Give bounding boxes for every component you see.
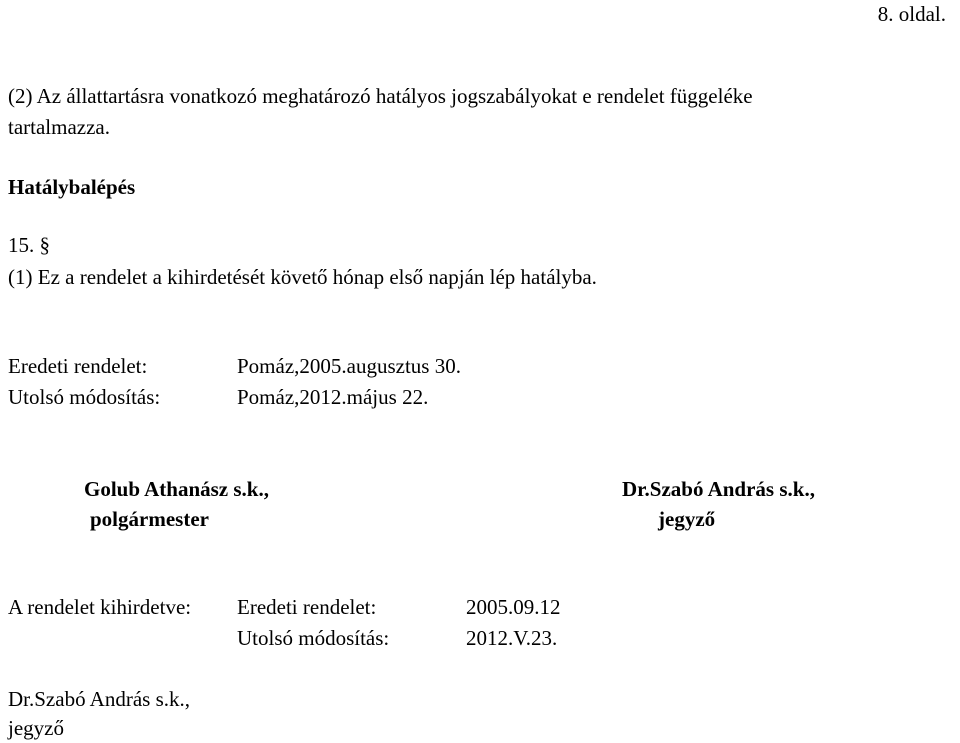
publication-original-label: Eredeti rendelet: <box>237 595 377 619</box>
mayor-name: Golub Athanász s.k., <box>84 477 269 501</box>
paragraph-2-line-1: (2) Az állattartásra vonatkozó meghatározó hatályos jogszabályokat e rendelet függeléke <box>8 84 753 108</box>
original-regulation-value: Pomáz,2005.augusztus 30. <box>237 354 461 378</box>
mayor-title: polgármester <box>90 507 209 531</box>
page-number: 8. oldal. <box>877 2 946 26</box>
last-modification-label: Utolsó módosítás: <box>8 385 161 409</box>
paragraph-1: (1) Ez a rendelet a kihirdetését követő hónap első napján lép hatályba. <box>8 265 597 289</box>
notary-name: Dr.Szabó András s.k., <box>622 477 815 501</box>
notary-title: jegyző <box>658 507 716 531</box>
paragraph-2-line-2: tartalmazza. <box>8 115 111 139</box>
publication-mod-date: 2012.V.23. <box>466 626 558 650</box>
last-modification-value: Pomáz,2012.május 22. <box>237 385 429 409</box>
publication-original-date: 2005.09.12 <box>466 595 561 619</box>
footer-signer-title: jegyző <box>8 716 64 740</box>
publication-mod-label: Utolsó módosítás: <box>237 626 390 650</box>
section-number: 15. § <box>8 233 50 257</box>
footer-signer-name: Dr.Szabó András s.k., <box>8 687 190 711</box>
original-regulation-label: Eredeti rendelet: <box>8 354 148 378</box>
section-heading: Hatálybalépés <box>8 175 136 199</box>
publication-intro: A rendelet kihirdetve: <box>8 595 192 619</box>
